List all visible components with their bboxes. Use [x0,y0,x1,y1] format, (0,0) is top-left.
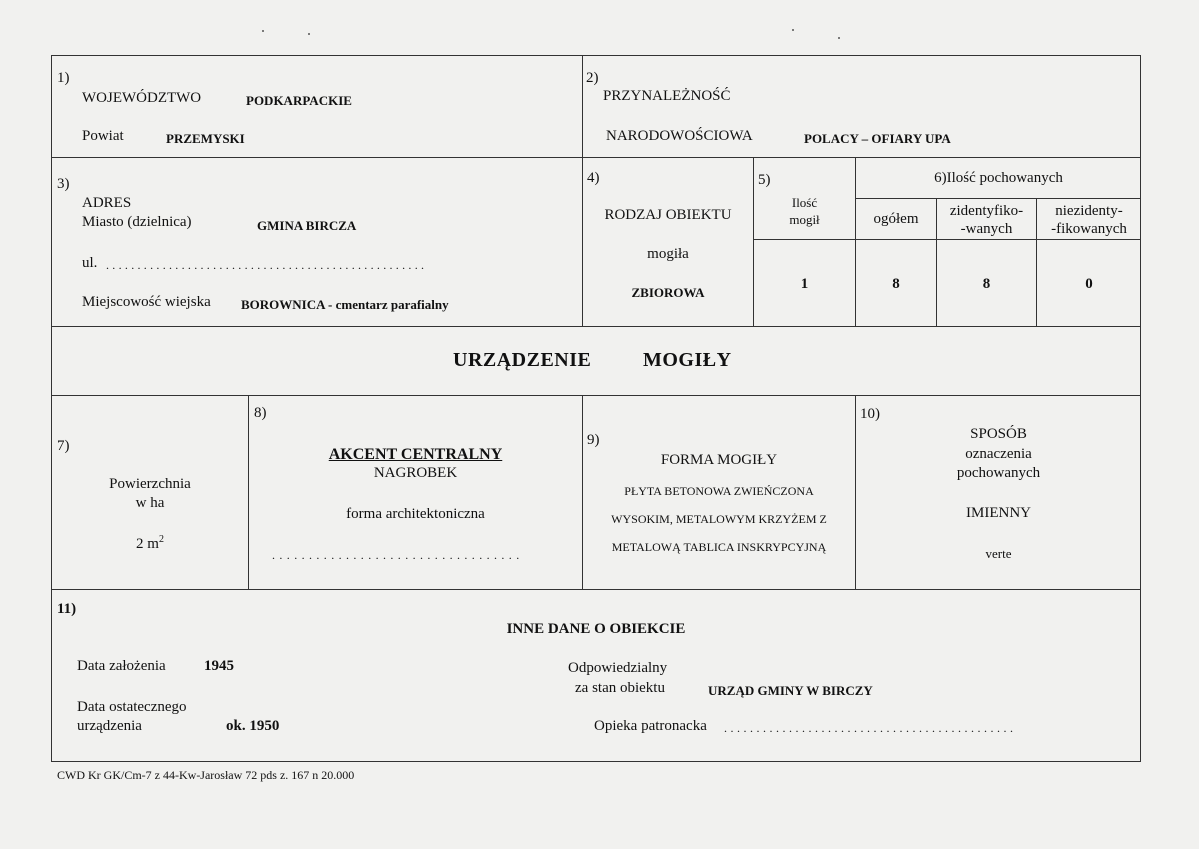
verte-note: verte [985,546,1012,561]
field-7-number: 7) [57,438,70,454]
scan-speck [308,33,310,35]
wojewodztwo-label: WOJEWÓDZTWO [82,90,202,106]
grid-line [51,589,1141,590]
grid-line [855,198,1141,199]
section-title-word-1: URZĄDZENIE [453,349,592,371]
data-ostatecznego-label-2: urządzenia [77,718,142,734]
zidentyfikowanych-header-2: -wanych [960,221,1013,237]
field-10-number: 10) [860,406,880,422]
inne-dane-title: INNE DANE O OBIEKCIE [506,621,686,637]
field-5-number: 5) [758,172,771,188]
powiat-value: PRZEMYSKI [166,131,245,146]
forma-mogily-line-3: METALOWĄ TABLICA INSKRYPCYJNĄ [611,540,827,554]
grid-line [51,326,1141,327]
niezidentyfikowanych-header-2: -fikowanych [1051,221,1127,237]
powierzchnia-label: Powierzchnia [109,476,191,492]
miasto-label: Miasto (dzielnica) [82,214,192,230]
sposob-label: SPOSÓB [970,426,1027,442]
zidentyfikowanych-value: 8 [982,276,991,292]
odpowiedzialny-value: URZĄD GMINY W BIRCZY [708,683,873,698]
przynaleznosc-value: POLACY – OFIARY UPA [804,131,951,146]
scan-speck [838,37,840,39]
ogolem-value: 8 [892,276,900,292]
odpowiedzialny-label-1: Odpowiedzialny [568,660,668,676]
field-4-number: 4) [587,170,600,186]
miasto-value: GMINA BIRCZA [257,218,357,233]
ilosc-mogil-value: 1 [800,276,809,292]
zidentyfikowanych-header-1: zidentyfiko- [949,203,1024,219]
narodowosciowa-label: NARODOWOŚCIOWA [606,128,753,144]
field-2-number: 2) [586,70,599,86]
field-11-number: 11) [57,601,77,617]
grid-line [51,395,1141,396]
miejscowosc-label: Miejscowość wiejska [82,294,211,310]
field-1-number: 1) [57,70,70,86]
adres-label: ADRES [82,195,132,211]
rodzaj-obiektu-value-1: mogiła [647,246,689,262]
forma-mogily-line-2: WYSOKIM, METALOWYM KRZYŻEM Z [611,512,827,526]
grid-line [753,157,754,326]
data-ostatecznego-label-1: Data ostatecznego [77,699,187,715]
scan-speck [792,29,794,31]
ul-dotted-line: ................................................... [106,258,428,272]
print-footer: CWD Kr GK/Cm-7 z 44-Kw-Jarosław 72 pds z. 167 n 20.000 [57,768,355,782]
field-3-number: 3) [57,176,70,192]
niezidentyfikowanych-value: 0 [1085,276,1093,292]
ilosc-mogil-label-1: Ilość [791,195,818,210]
niezidentyfikowanych-header-1: niezidenty- [1055,203,1123,219]
form-frame [51,55,1141,762]
rodzaj-obiektu-label: RODZAJ OBIEKTU [604,207,732,223]
rodzaj-obiektu-value-2: ZBIOROWA [631,285,705,300]
grid-line [51,157,1141,158]
superscript-2: 2 [158,534,164,545]
opieka-patronacka-label: Opieka patronacka [594,718,707,734]
akcent-dotted-line: .................................. [272,548,524,562]
powiat-label: Powiat [82,128,124,144]
forma-mogily-line-1: PŁYTA BETONOWA ZWIEŃCZONA [624,484,814,498]
grid-line [753,239,1141,240]
ogolem-column-header: ogółem [873,211,919,227]
powierzchnia-value: 2 $m^2$ [136,534,164,552]
field-9-number: 9) [587,432,600,448]
powierzchnia-unit-label: w ha [135,495,165,511]
ilosc-mogil-label-2: mogił [789,212,820,227]
ilosc-pochowanych-header: 6)Ilość pochowanych [934,170,1063,186]
scan-speck [262,30,264,32]
nagrobek-label: NAGROBEK [373,465,458,481]
sposob-value: IMIENNY [966,505,1031,521]
przynaleznosc-label: PRZYNALEŻNOŚĆ [603,88,731,104]
data-zalozenia-value: 1945 [204,658,234,674]
data-ostatecznego-value: ok. 1950 [226,718,280,734]
ul-label: ul. [82,255,98,271]
forma-architektoniczna-label: forma architektoniczna [346,506,485,522]
data-zalozenia-label: Data założenia [77,658,166,674]
section-title-word-2: MOGIŁY [643,349,732,371]
grid-line [248,395,249,589]
field-8-number: 8) [254,405,267,421]
miejscowosc-value: BOROWNICA - cmentarz parafialny [241,297,449,312]
grid-line [582,55,583,157]
akcent-value: AKCENT CENTRALNY [328,446,503,463]
oznaczenia-label: oznaczenia [965,446,1032,462]
wojewodztwo-value: PODKARPACKIE [246,93,352,108]
forma-mogily-label: FORMA MOGIŁY [660,452,778,468]
odpowiedzialny-label-2: za stan obiektu [575,680,665,696]
pochowanych-label: pochowanych [956,465,1041,481]
opieka-patronacka-dotted-line: ............................................. [724,721,1017,735]
